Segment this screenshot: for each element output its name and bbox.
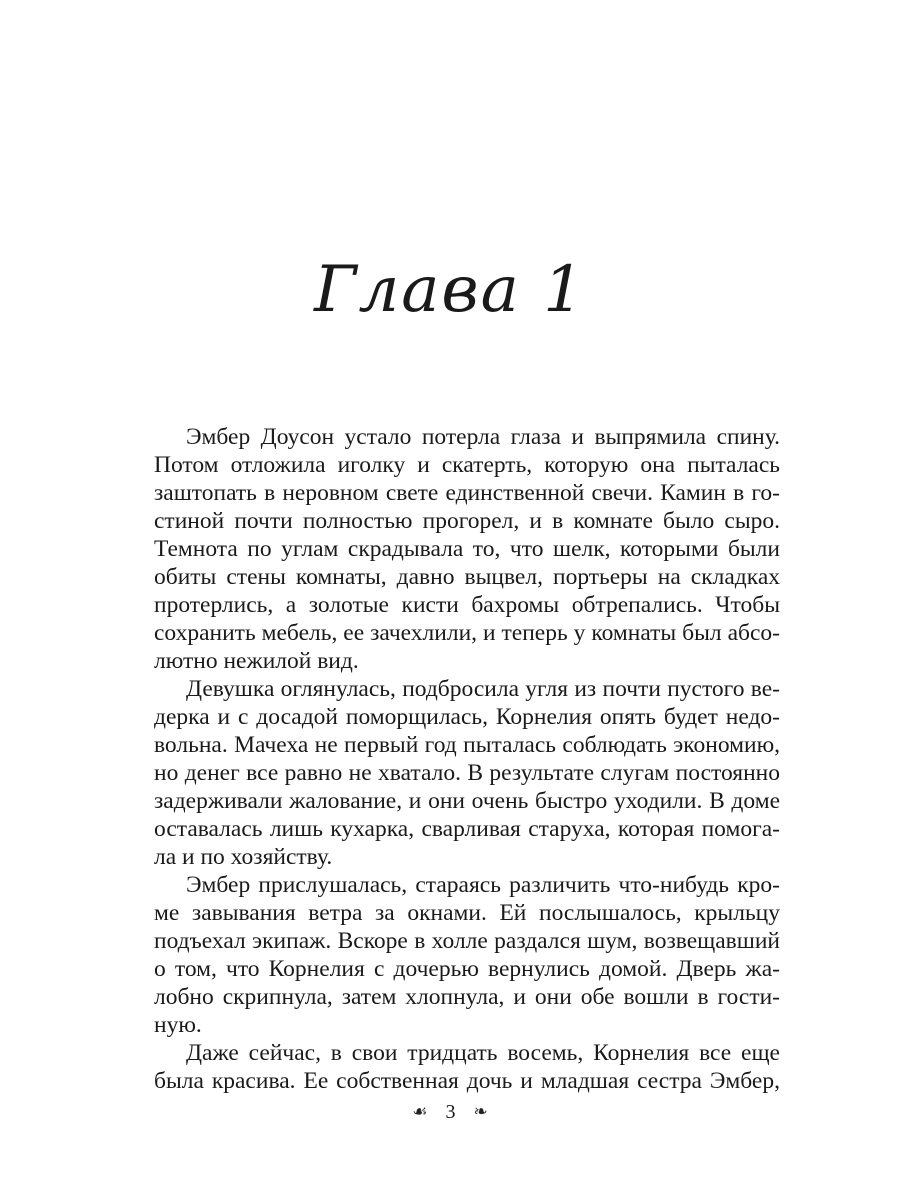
page-footer	[0, 1098, 900, 1126]
text-line: вольна. Мачеха не первый год пыталась соблюдать экономию,	[154, 732, 780, 758]
text-line: лобно скрипнула, затем хлопнула, и они обе вошли в гости-	[154, 984, 780, 1010]
text-line: Темнота по углам скрадывала то, что шелк, которыми были	[154, 536, 780, 562]
text-line: Девушка оглянулась, подбросила угля из почти пустого ве-	[186, 676, 780, 702]
text-line: подъехал экипаж. Вскоре в холле раздался шум, возвещавший	[154, 928, 780, 954]
text-line: лютно нежилой вид.	[154, 648, 359, 674]
text-line: дерка и с досадой поморщилась, Корнелия опять будет недо-	[154, 704, 780, 730]
paragraph	[154, 1039, 780, 1095]
text-line: заштопать в неровном свете единственной свечи. Камин в го-	[154, 480, 780, 506]
text-line: ме завывания ветра за окнами. Ей послышалось, крыльцу	[154, 900, 780, 926]
text-line: Эмбер прислушалась, стараясь различить что-нибудь кро-	[186, 872, 780, 898]
page-number: 3	[445, 1101, 456, 1123]
text-line: Даже сейчас, в свои тридцать восемь, Корнелия все еще	[186, 1040, 780, 1066]
chapter-title: Глава 1	[314, 253, 586, 327]
text-line: о том, что Корнелия с дочерью вернулись домой. Дверь жа-	[154, 956, 780, 982]
paragraph	[154, 423, 780, 675]
text-line: была красива. Ее собственная дочь и младшая сестра Эмбер,	[154, 1068, 780, 1094]
right-ornament-icon: ❧	[473, 1102, 488, 1122]
text-line: Эмбер Доусон устало потерла глаза и выпрямила спину.	[186, 424, 780, 450]
text-line: оставалась лишь кухарка, сварливая старуха, которая помога-	[154, 816, 780, 842]
text-line: ла и по хозяйству.	[154, 844, 333, 870]
paragraph	[154, 675, 780, 871]
text-line: протерлись, а золотые кисти бахромы обтрепались. Чтобы	[154, 592, 780, 618]
paragraph	[154, 871, 780, 1039]
left-ornament-icon: ☙	[412, 1102, 428, 1122]
text-line: стиной почти полностью прогорел, и в комнате было сыро.	[154, 508, 780, 534]
text-line: Потом отложила иголку и скатерть, которую она пыталась	[154, 452, 780, 478]
text-line: сохранить мебель, ее зачехлили, и теперь у комнаты был абсо-	[154, 620, 780, 646]
text-line: но денег все равно не хватало. В результате слугам постоянно	[154, 760, 780, 786]
text-line: обиты стены комнаты, давно выцвел, портьеры на складках	[154, 564, 780, 590]
body-text	[154, 423, 780, 1095]
text-line: ную.	[154, 1012, 202, 1038]
text-line: задерживали жалование, и они очень быстро уходили. В доме	[154, 788, 780, 814]
